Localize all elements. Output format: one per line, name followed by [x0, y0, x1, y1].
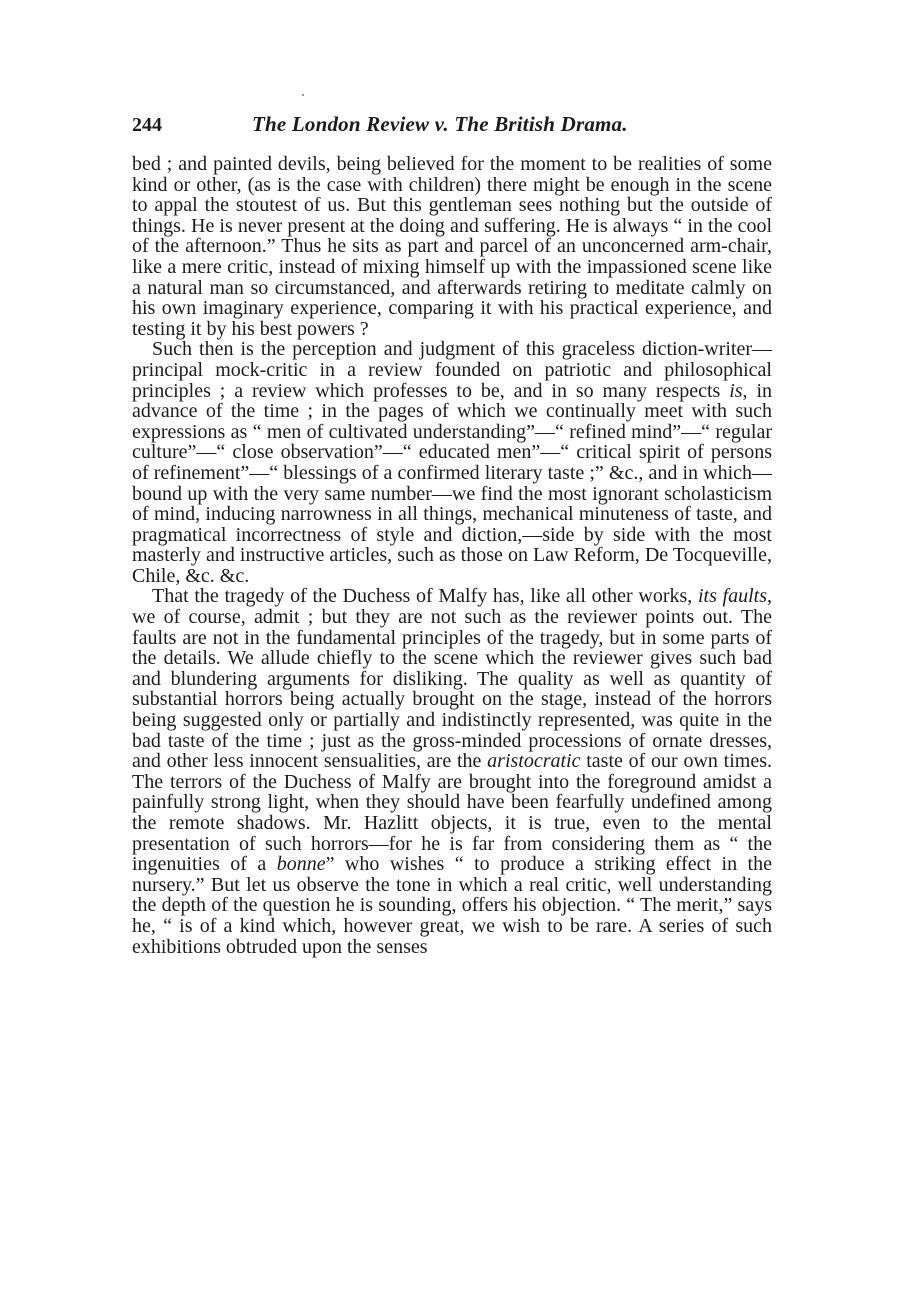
italic-emphasis: is [729, 379, 743, 402]
italic-emphasis: its faults [697, 585, 767, 608]
paragraph-text: Such then is the perception and judgment of this graceless diction-writer—principal mock-critic in a review founded on patriotic and philosophical principles ; a review which professes to be, and in so many respects [132, 338, 772, 402]
paragraph-2 [132, 339, 772, 586]
paragraph-text: ” who wishes “ to produce a striking effect in the nursery.” But let us observe the tone in which a real critic, well understanding the depth of the question he is sounding, offers his objection. “ The merit,” says he, “ is of a kind which, however great, we wish to be rare. A series of such exhibitions obtruded upon the senses [132, 853, 772, 958]
italic-emphasis: bonne [276, 853, 326, 876]
paragraph-3 [132, 586, 772, 957]
paragraph-text: That the tragedy of the Duchess of Malfy has, like all other works, [152, 585, 698, 608]
paragraph-1 [132, 154, 772, 339]
paragraph-text: , in advance of the time ; in the pages of which we continually meet with such expressions as “ men of cultivated understanding”—“ refined mind”—“ regular culture”—“ close observation”—“ educated men”—“ critical spirit of persons of refinement”—“ blessings of a confirmed literary taste ;” &c., and in which—bound up with the very same number—we find the most ignorant scholasticism of mind, inducing narrowness in all things, mechanical minuteness of taste, and pragmatical incorrectness of style and diction,—side by side with the most masterly and instructive articles, such as those on Law Reform, De Tocqueville, Chile, &c. &c. [132, 379, 773, 587]
page-number: 244 [132, 114, 162, 136]
italic-emphasis: aristocratic [487, 750, 581, 773]
running-title: The London Review v. The British Drama. [252, 112, 628, 136]
paragraph-text: taste of our own times. The terrors of the Duchess of Malfy are brought into the foreground amidst a painfully strong light, when they should have been fearfully undefined among the remote shadows. Mr. Hazlitt objects, it is true, even to the mental presentation of such horrors—for he is far from considering them as “ the ingenuities of a [132, 750, 772, 876]
book-page [132, 112, 772, 957]
paragraph-text: , we of course, admit ; but they are not such as the reviewer points out. The faults are not in the fundamental principles of the tragedy, but in some parts of the details. We allude chiefly to the scene which the reviewer gives such bad and blundering arguments for disliking. The quality as well as quantity of substantial horrors being actually brought on the stage, instead of the horrors being suggested only or partially and indistinctly represented, was quite in the bad taste of the time ; just as the gross-minded processions of ornate dresses, and other less innocent sensualities, are the [132, 585, 772, 773]
article-body [132, 154, 772, 957]
paragraph-text: bed ; and painted devils, being believed for the moment to be realities of some kind or other, (as is the case with children) there might be enough in the scene to appal the stoutest of us. But this gentleman sees nothing but the outside of things. He is never present at the doing and suffering. He is always “ in the cool of the afternoon.” Thus he sits as part and parcel of an unconcerned arm-chair, like a mere critic, instead of mixing himself up with the impassioned scene like a natural man so circumstanced, and afterwards retiring to meditate calmly on his own imaginary experience, comparing it with his practical experience, and testing it by his best powers ? [132, 153, 772, 340]
stray-ink-dot [302, 94, 304, 96]
running-head [132, 112, 772, 146]
